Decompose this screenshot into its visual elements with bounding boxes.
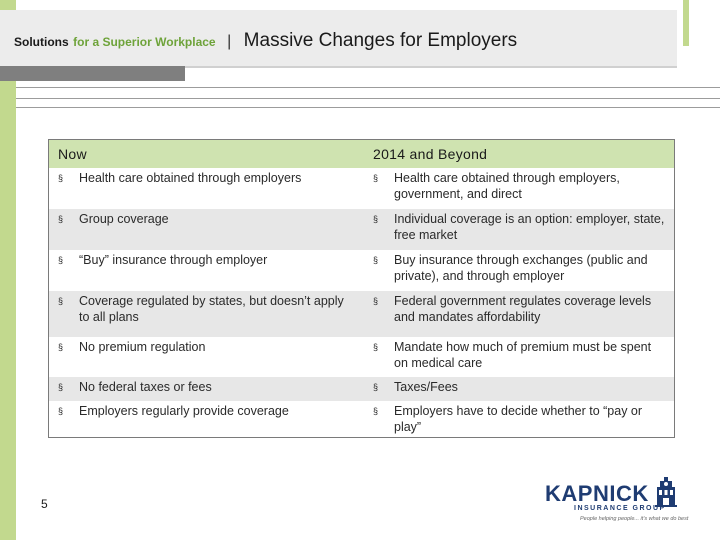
bullet-icon: § xyxy=(58,342,64,352)
logo-name: KAPNICK xyxy=(545,481,649,506)
bullet-icon: § xyxy=(58,296,64,306)
slide-header xyxy=(14,30,517,52)
logo-subtitle: INSURANCE GROUP xyxy=(574,505,666,512)
bullet-icon: § xyxy=(58,173,64,183)
future-cell: Buy insurance through exchanges (public and private), and through employer xyxy=(394,253,648,283)
header-separator: | xyxy=(227,33,232,50)
now-cell: “Buy” insurance through employer xyxy=(79,253,268,267)
now-cell: No federal taxes or fees xyxy=(79,380,212,394)
slide-title: Massive Changes for Employers xyxy=(243,30,518,51)
page-number: 5 xyxy=(41,497,48,511)
future-cell: Federal government regulates coverage levels and mandates affordability xyxy=(394,294,652,324)
bullet-icon: § xyxy=(373,342,379,352)
future-cell: Employers have to decide whether to “pay or play” xyxy=(394,404,643,434)
tagline-text: for a Superior Workplace xyxy=(73,35,216,49)
bullet-icon: § xyxy=(58,255,64,265)
table-row xyxy=(49,291,674,337)
brand-text: Solutions xyxy=(14,35,69,49)
divider-line-3 xyxy=(16,107,720,108)
header-accent-tick xyxy=(683,0,689,46)
bullet-icon: § xyxy=(373,255,379,265)
bullet-icon: § xyxy=(373,173,379,183)
now-cell: Employers regularly provide coverage xyxy=(79,404,289,418)
bullet-icon: § xyxy=(373,382,379,392)
table-row xyxy=(49,250,674,291)
column-header-2014: 2014 and Beyond xyxy=(357,140,674,168)
bullet-icon: § xyxy=(373,296,379,306)
column-header-now: Now xyxy=(49,140,357,168)
future-cell: Taxes/Fees xyxy=(394,380,458,394)
divider-line-1 xyxy=(16,87,720,88)
divider-line-2 xyxy=(16,98,720,99)
company-logo xyxy=(545,475,689,525)
bullet-icon: § xyxy=(373,406,379,416)
now-cell: Coverage regulated by states, but doesn’t apply to all plans xyxy=(79,294,344,324)
table-row xyxy=(49,377,674,401)
future-cell: Individual coverage is an option: employer, state, free market xyxy=(394,212,665,242)
comparison-table xyxy=(48,139,675,438)
table-row xyxy=(49,337,674,377)
table-header-row xyxy=(49,140,674,168)
bullet-icon: § xyxy=(58,214,64,224)
now-cell: Group coverage xyxy=(79,212,169,226)
now-cell: No premium regulation xyxy=(79,340,206,354)
table-row xyxy=(49,209,674,250)
table-row xyxy=(49,401,674,437)
future-cell: Mandate how much of premium must be spent on medical care xyxy=(394,340,652,370)
header-gray-strip xyxy=(0,66,185,81)
logo-tagline: People helping people... it's what we do best xyxy=(580,516,689,522)
bullet-icon: § xyxy=(58,406,64,416)
building-icon xyxy=(655,477,677,507)
future-cell: Health care obtained through employers, government, and direct xyxy=(394,171,620,201)
now-cell: Health care obtained through employers xyxy=(79,171,302,185)
bullet-icon: § xyxy=(58,382,64,392)
bullet-icon: § xyxy=(373,214,379,224)
table-row xyxy=(49,168,674,209)
left-accent-bar xyxy=(0,0,16,540)
